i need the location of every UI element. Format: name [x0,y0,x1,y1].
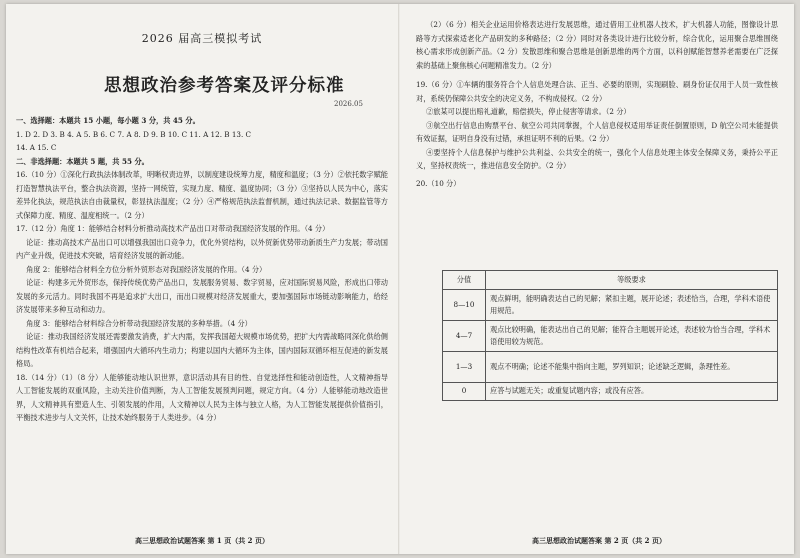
question-heading: 20.（10 分） [416,178,461,188]
table-row [443,383,778,401]
answer-paragraph: 17.（12 分）角度 1：能够结合材料分析推动高技术产品出口对带动我国经济发展的作用。（4 分） [16,224,330,233]
score-cell: 4—7 [443,321,486,352]
page-2 [404,4,794,554]
answer-key-line: 1. D 2. D 3. B 4. A 5. B 6. C 7. A 8. D 9. B 10. C 11. A 12. B 13. C [16,129,252,139]
answer-paragraph: 18.（14 分）（1）（8 分）人能够能动地认识世界，意识活动具有目的性、自觉选择性和能动创造性，人文精神指导人工智能发展的双重风险，主动关注价值判断，为人工智能发展预判问题，规定方向。（4 分）人能够能动地改造世界，人文精神具有塑造人生、引领发展的作用，人文精神以人民为主体与独立人格，为人工智能发展提供价值指引，平衡技术进步与人文关怀，让技术始终服务于人类进步。（4 分） [16,372,388,422]
score-cell: 0 [443,383,486,401]
section-heading: 一、选择题：本题共 15 小题，每小题 3 分，共 45 分。 [16,116,200,125]
page-2-footer: 高三思想政治试题答案 第 2 页（共 2 页） [532,536,666,545]
table-row [443,290,778,321]
requirement-cell: 观点鲜明，能明确表达自己的见解；紧扣主题，展开论述；表述恰当，合理，学科术语使用规范。 [486,290,778,321]
answer-key-line: 14. A 15. C [16,143,57,152]
table-row [443,321,778,352]
section-heading: 二、非选择题：本题共 5 题，共 55 分。 [16,156,149,166]
table-header-row [443,271,778,290]
answer-paragraph: 论证：构建多元外贸形态，保持传统优势产品出口，发展服务贸易、数字贸易，应对国际贸易风险，形成出口带动发展的多元活力。同时我国不再是追求扩大出口，而出口规模对经济发展重大，要加强国际市场链动影响能力，给经济发展带来多种互动和动力。 [16,278,388,314]
answer-paragraph: 19.（6 分）①车辆的服务符合个人信息处理合法、正当、必要的原则，实现刷脸、刷身份证仅用于人员一致性核对，系统仍保障公共安全的决定义务，不构成侵权。（2 分） [416,80,778,103]
answer-paragraph: ④要坚持个人信息保护与维护公共利益、公共安全的统一，强化个人信息处理主体安全保障义务，秉持公平正义，坚持权责统一，推进信息安全防护。（2 分） [416,147,778,170]
answer-paragraph: 角度 2：能够结合材料全方位分析外贸形态对我国经济发展的作用。（4 分） [26,264,267,274]
page-fold [398,4,400,554]
document-date: 2026.05 [334,100,363,108]
requirement-cell: 观点比较明确，能表达出自己的见解；能符合主题展开论述，表述较为恰当合理，学科术语使用较为规范。 [486,321,778,352]
requirement-cell: 应答与试题无关；或重复试题内容；或没有应答。 [486,383,778,401]
score-cell: 1—3 [443,352,486,383]
column-header-score: 分值 [443,271,486,290]
answer-paragraph: ②旅某可以提出赔礼道歉，赔偿损失，停止侵害等请求。（2 分） [426,107,631,116]
column-header-requirements: 等级要求 [486,271,778,290]
page-1-footer: 高三思想政治试题答案 第 1 页（共 2 页） [135,536,269,545]
answer-paragraph: （2）（6 分）相关企业运用价格表达进行发展思维，通过借用工业机器人技术，扩大机器人功能，图像设计思路等方式探索适老化产品研发的多种路径；（2 分）同时对各类设计进行比较分析，综合优化，运用聚合思维围绕核心需求形成创新产品。（2 分）发散思维和聚合思维是创新思维的两个方面，以科创赋能智慧养老需要在广泛探索的基础上聚焦核心问题精准发力。（2 分） [416,20,778,70]
answer-paragraph: 角度 3：能够结合材料综合分析带动我国经济发展的多种举措。（4 分） [26,318,252,328]
page-2-body [416,18,778,190]
answer-paragraph: 16.（10 分）①深化行政执法体制改革，明晰权责边界，以制度建设统筹力度，精度和温度；（3 分）②依托数字赋能打造智慧执法平台，整合执法资源，坚持一网统管，实现力度、精度、温度协同；（3 分）③坚持以人民为中心，落实差异化执法，规范执法自由裁量权，彰显执法温度；（2 分）④严格规范执法监督机制，通过执法记录、数据监管等方式保障力度、精度、温度相统一。（2 分） [16,170,388,220]
score-cell: 8—10 [443,290,486,321]
page-1 [6,4,398,554]
answer-sheet [6,4,794,554]
requirement-cell: 观点不明确；论述不能集中指向主题，罗列知识；论述缺乏逻辑，条理性差。 [486,352,778,383]
table-row [443,352,778,383]
exam-title: 2026 届高三模拟考试 [141,32,263,45]
answer-paragraph: ③航空出行信息由购票平台、航空公司共同掌握，个人信息侵权适用举证责任倒置原则，D 航空公司未能提供有效证据，证明自身没有过错，承担证明不利的后果。（2 分） [416,120,778,143]
scoring-rubric-table [442,270,778,401]
answer-paragraph: 论证：推动高技术产品出口可以增强我国出口竞争力，优化外贸结构，以外贸新优势带动新质生产力发展；带动国内产业升级，促进技术突破，培育经济发展的新动能。 [16,237,388,260]
answer-paragraph: 论证：推动我国经济发展还需要激发消费，扩大内需，发挥我国超大规模市场优势，把扩大内需战略同深化供给侧结构性改革有机结合起来，增强国内大循环内生动力；构建以国内大循环为主体，国内国际双循环相互促进的新发展格局。 [16,332,388,368]
page-1-body [16,114,388,425]
document-title: 思想政治参考答案及评分标准 [104,76,345,96]
